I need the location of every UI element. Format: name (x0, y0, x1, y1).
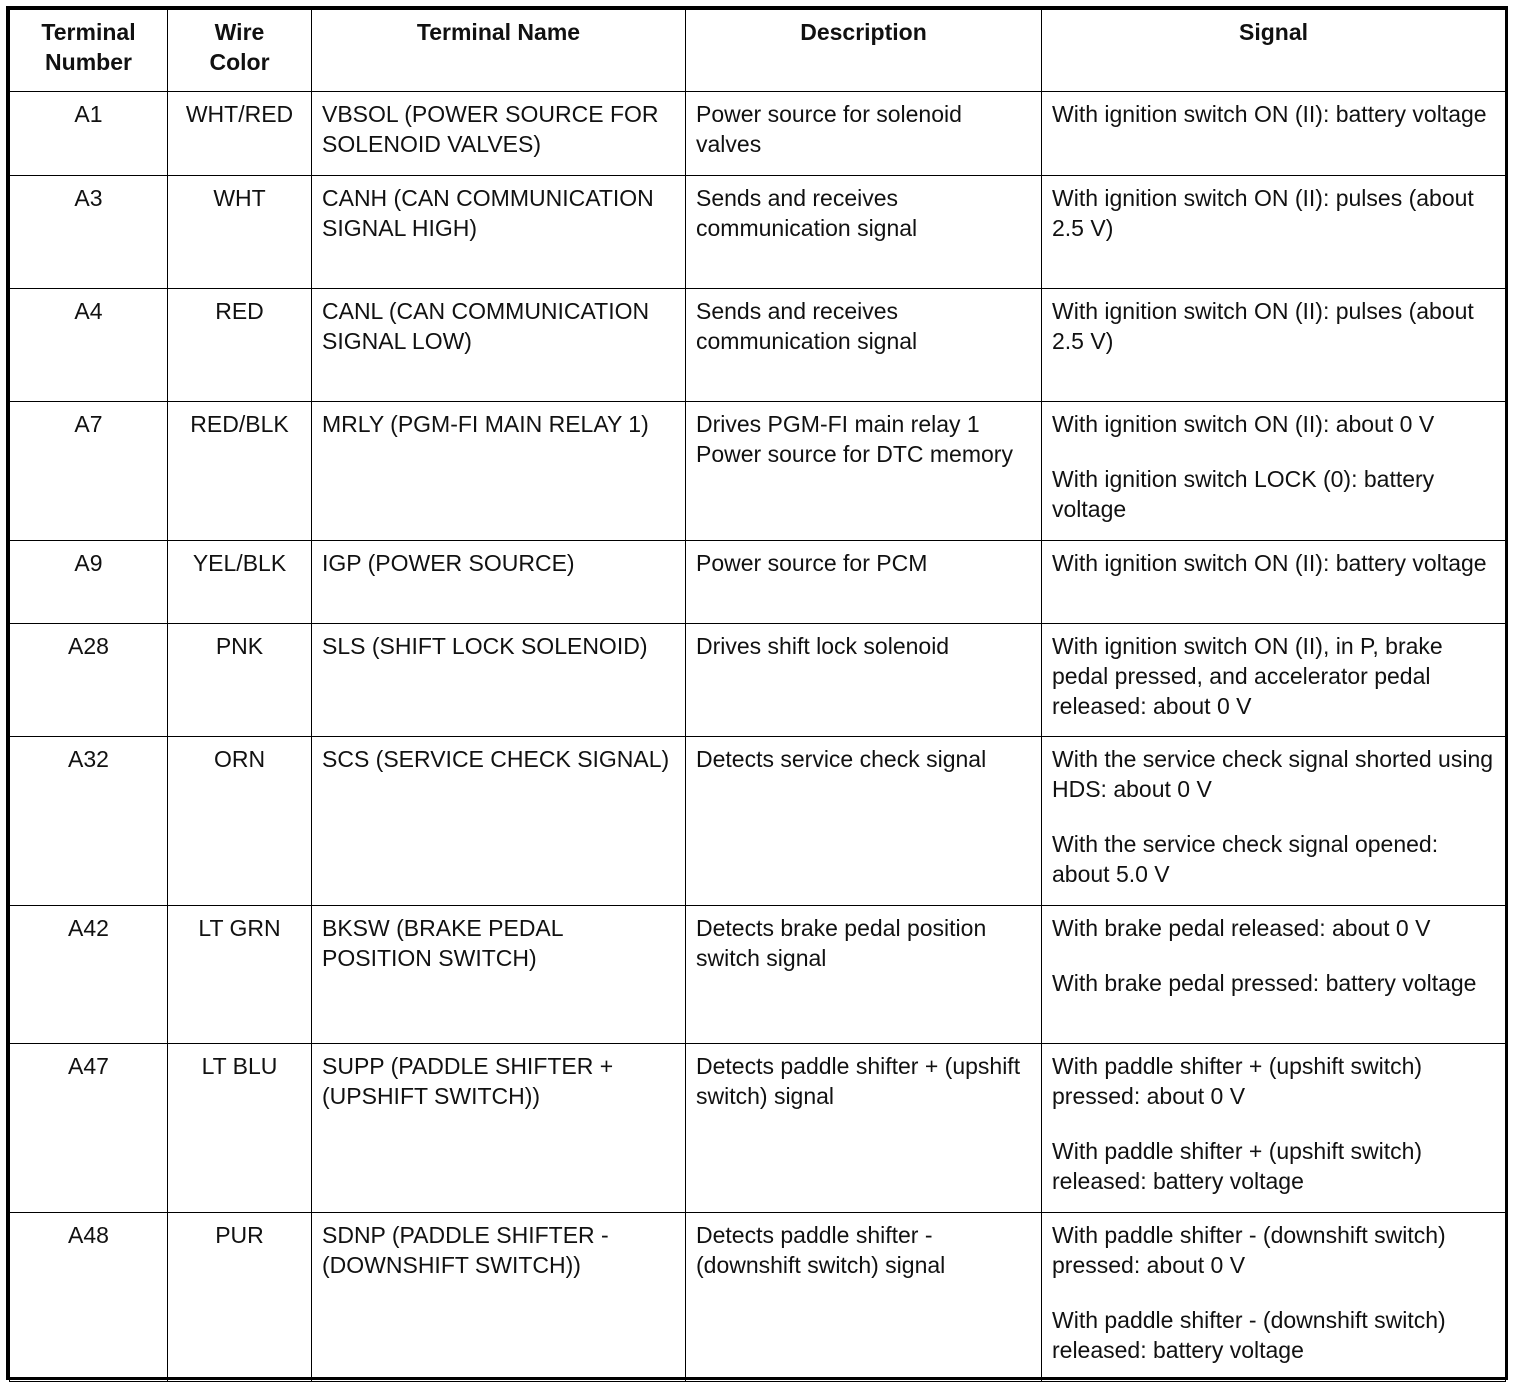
table-row (10, 624, 1506, 737)
header-terminal-number: Terminal Number (10, 10, 168, 92)
terminal-name-cell: BKSW (BRAKE PEDAL POSITION SWITCH) (312, 906, 686, 1044)
signal-cell (1042, 624, 1506, 737)
wire-color-cell: YEL/BLK (168, 541, 312, 624)
signal-cell (1042, 176, 1506, 289)
description-cell: Detects paddle shifter + (upshift switch) signal (686, 1044, 1042, 1213)
description-cell: Sends and receives communication signal (686, 289, 1042, 402)
signal-line: With paddle shifter + (upshift switch) released: battery voltage (1052, 1138, 1423, 1194)
wire-color-cell: LT BLU (168, 1044, 312, 1213)
terminal-table-frame (6, 6, 1508, 1380)
table-row (10, 92, 1506, 176)
header-wire-color: Wire Color (168, 10, 312, 92)
signal-cell (1042, 289, 1506, 402)
signal-line: With ignition switch ON (II): battery voltage (1052, 101, 1487, 127)
description-cell: Detects paddle shifter - (downshift switch) signal (686, 1213, 1042, 1382)
table-row (10, 402, 1506, 541)
signal-cell (1042, 906, 1506, 1044)
wire-color-cell: WHT/RED (168, 92, 312, 176)
table-row (10, 1044, 1506, 1213)
signal-cell (1042, 1044, 1506, 1213)
signal-line: With the service check signal opened: about 5.0 V (1052, 831, 1439, 887)
signal-line: With ignition switch LOCK (0): battery voltage (1052, 466, 1435, 522)
wire-color-cell: PUR (168, 1213, 312, 1382)
description-cell: Sends and receives communication signal (686, 176, 1042, 289)
header-row (10, 10, 1506, 92)
terminal-name-cell: SUPP (PADDLE SHIFTER + (UPSHIFT SWITCH)) (312, 1044, 686, 1213)
terminal-table (9, 9, 1506, 1382)
signal-cell (1042, 1213, 1506, 1382)
terminal-number-cell: A42 (10, 906, 168, 1044)
terminal-name-cell: SCS (SERVICE CHECK SIGNAL) (312, 737, 686, 906)
terminal-number-cell: A1 (10, 92, 168, 176)
signal-line: With the service check signal shorted using HDS: about 0 V (1052, 746, 1494, 802)
wire-color-cell: PNK (168, 624, 312, 737)
wire-color-cell: RED (168, 289, 312, 402)
terminal-name-cell: VBSOL (POWER SOURCE FOR SOLENOID VALVES) (312, 92, 686, 176)
terminal-number-cell: A7 (10, 402, 168, 541)
description-cell: Drives shift lock solenoid (686, 624, 1042, 737)
table-row (10, 906, 1506, 1044)
signal-line: With paddle shifter + (upshift switch) pressed: about 0 V (1052, 1053, 1423, 1109)
terminal-name-cell: IGP (POWER SOURCE) (312, 541, 686, 624)
signal-cell (1042, 402, 1506, 541)
description-cell: Detects service check signal (686, 737, 1042, 906)
terminal-number-cell: A47 (10, 1044, 168, 1213)
wire-color-cell: ORN (168, 737, 312, 906)
table-row (10, 289, 1506, 402)
header-terminal-name: Terminal Name (312, 10, 686, 92)
description-cell: Power source for solenoid valves (686, 92, 1042, 176)
signal-line: With ignition switch ON (II): pulses (about 2.5 V) (1052, 185, 1474, 241)
terminal-name-cell: SDNP (PADDLE SHIFTER - (DOWNSHIFT SWITCH)) (312, 1213, 686, 1382)
terminal-number-cell: A4 (10, 289, 168, 402)
signal-line: With brake pedal released: about 0 V (1052, 915, 1431, 941)
wire-color-cell: LT GRN (168, 906, 312, 1044)
terminal-number-cell: A32 (10, 737, 168, 906)
terminal-number-cell: A48 (10, 1213, 168, 1382)
table-row (10, 737, 1506, 906)
table-row (10, 176, 1506, 289)
terminal-name-cell: CANH (CAN COMMUNICATION SIGNAL HIGH) (312, 176, 686, 289)
signal-line: With ignition switch ON (II), in P, brake pedal pressed, and accelerator pedal released: about 0 V (1052, 633, 1443, 719)
terminal-name-cell: CANL (CAN COMMUNICATION SIGNAL LOW) (312, 289, 686, 402)
terminal-number-cell: A28 (10, 624, 168, 737)
signal-line: With ignition switch ON (II): about 0 V (1052, 411, 1435, 437)
description-cell: Power source for PCM (686, 541, 1042, 624)
signal-line: With brake pedal pressed: battery voltage (1052, 970, 1477, 996)
signal-cell (1042, 541, 1506, 624)
wire-color-cell: RED/BLK (168, 402, 312, 541)
wire-color-cell: WHT (168, 176, 312, 289)
table-row (10, 541, 1506, 624)
header-signal: Signal (1042, 10, 1506, 92)
table-row (10, 1213, 1506, 1382)
signal-line: With paddle shifter - (downshift switch) pressed: about 0 V (1052, 1222, 1446, 1278)
terminal-name-cell: SLS (SHIFT LOCK SOLENOID) (312, 624, 686, 737)
header-description: Description (686, 10, 1042, 92)
signal-line: With paddle shifter - (downshift switch) released: battery voltage (1052, 1307, 1446, 1363)
signal-line: With ignition switch ON (II): battery voltage (1052, 550, 1487, 576)
terminal-name-cell: MRLY (PGM-FI MAIN RELAY 1) (312, 402, 686, 541)
signal-cell (1042, 92, 1506, 176)
terminal-number-cell: A9 (10, 541, 168, 624)
signal-line: With ignition switch ON (II): pulses (about 2.5 V) (1052, 298, 1474, 354)
terminal-number-cell: A3 (10, 176, 168, 289)
signal-cell (1042, 737, 1506, 906)
description-cell: Drives PGM-FI main relay 1 Power source for DTC memory (686, 402, 1042, 541)
description-cell: Detects brake pedal position switch signal (686, 906, 1042, 1044)
